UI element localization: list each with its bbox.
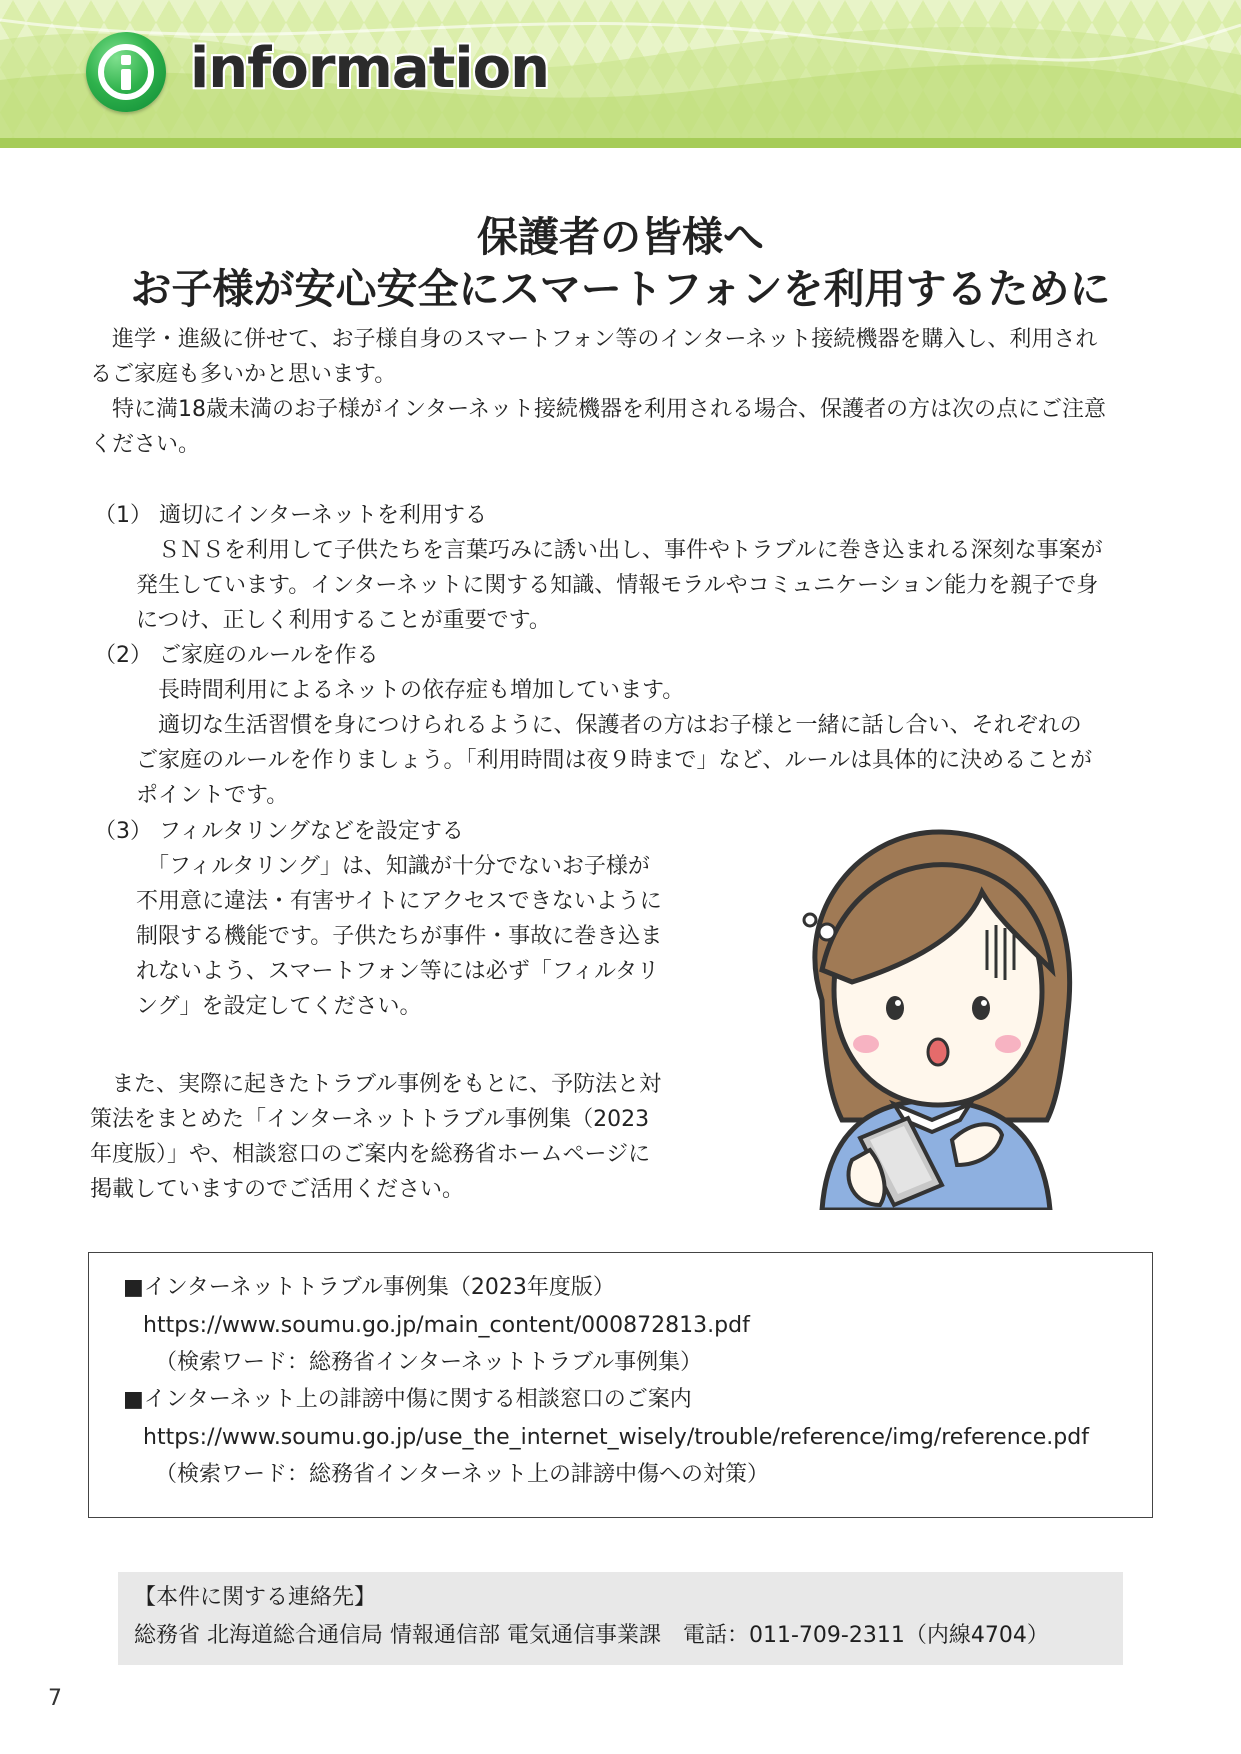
header-title: information <box>190 36 549 101</box>
section-1-line: につけ、正しく利用することが重要です。 <box>136 608 551 633</box>
contact-detail: 総務省 北海道総合通信局 情報通信部 電気通信事業課 電話：011-709-2311（内線4704） <box>134 1623 1049 1648</box>
closing-line: 年度版）」や、相談窓口のご案内を総務省ホームページに <box>90 1142 651 1167</box>
section-2-line: 長時間利用によるネットの依存症も増加しています。 <box>136 678 685 703</box>
contact-box <box>118 1572 1123 1665</box>
header-wave-decoration <box>0 0 1241 138</box>
contact-heading: 【本件に関する連絡先】 <box>134 1585 377 1610</box>
search-keyword-2: （検索ワード：総務省インターネット上の誹謗中傷への対策） <box>155 1462 770 1487</box>
girl-with-smartphone-illustration <box>782 820 1087 1210</box>
closing-line: また、実際に起きたトラブル事例をもとに、予防法と対 <box>90 1072 662 1097</box>
search-keyword-1: （検索ワード：総務省インターネットトラブル事例集） <box>155 1350 703 1375</box>
page-number: 7 <box>48 1686 62 1711</box>
intro-line: ください。 <box>90 432 201 457</box>
link-url-1[interactable]: https://www.soumu.go.jp/main_content/000872813.pdf <box>143 1313 750 1338</box>
section-2-line: ご家庭のルールを作りましょう。「利用時間は夜９時まで」など、ルールは具体的に決めることが <box>136 748 1093 773</box>
link-url-2[interactable]: https://www.soumu.go.jp/use_the_internet_wisely/trouble/reference/img/reference.pdf <box>143 1425 1089 1450</box>
section-1-line: 発生しています。インターネットに関する知識、情報モラルやコミュニケーション能力を親子で身 <box>136 573 1099 598</box>
section-2-line: 適切な生活習慣を身につけられるように、保護者の方はお子様と一緒に話し合い、それぞれの <box>136 713 1082 738</box>
section-1-line: ＳＮＳを利用して子供たちを言葉巧みに誘い出し、事件やトラブルに巻き込まれる深刻な事案が <box>136 538 1103 563</box>
section-heading-1: （1） 適切にインターネットを利用する <box>94 503 488 528</box>
header-bottom-bar <box>0 138 1241 148</box>
section-3-line: 制限する機能です。子供たちが事件・事故に巻き込ま <box>136 924 663 949</box>
section-heading-3: （3） フィルタリングなどを設定する <box>94 819 464 844</box>
section-3-line: 不用意に違法・有害サイトにアクセスできないように <box>136 889 662 914</box>
page-title-line-2: お子様が安心安全にスマートフォンを利用するために <box>130 265 1111 313</box>
section-3-line: ング」を設定してください。 <box>136 994 422 1019</box>
section-3-line: 「フィルタリング」は、知識が十分でないお子様が <box>136 854 650 879</box>
section-heading-2: （2） ご家庭のルールを作る <box>94 643 379 668</box>
link-label-2: ■インターネット上の誹謗中傷に関する相談窓口のご案内 <box>123 1387 692 1412</box>
section-3-line: れないよう、スマートフォン等には必ず「フィルタリ <box>136 959 660 984</box>
page-title-line-1: 保護者の皆様へ <box>477 213 764 261</box>
link-label-1: ■インターネットトラブル事例集（2023年度版） <box>123 1275 615 1300</box>
reference-links-box <box>88 1252 1153 1518</box>
intro-line: 特に満18歳未満のお子様がインターネット接続機器を利用される場合、保護者の方は次の点にご注意 <box>90 397 1107 422</box>
intro-line: るご家庭も多いかと思います。 <box>90 362 397 387</box>
closing-line: 策法をまとめた「インターネットトラブル事例集（2023 <box>90 1107 650 1132</box>
section-2-line: ポイントです。 <box>136 783 289 808</box>
header-band <box>0 0 1241 148</box>
information-icon <box>86 32 166 112</box>
intro-line: 進学・進級に併せて、お子様自身のスマートフォン等のインターネット接続機器を購入し、利用され <box>90 327 1098 352</box>
closing-line: 掲載していますのでご活用ください。 <box>90 1177 465 1202</box>
